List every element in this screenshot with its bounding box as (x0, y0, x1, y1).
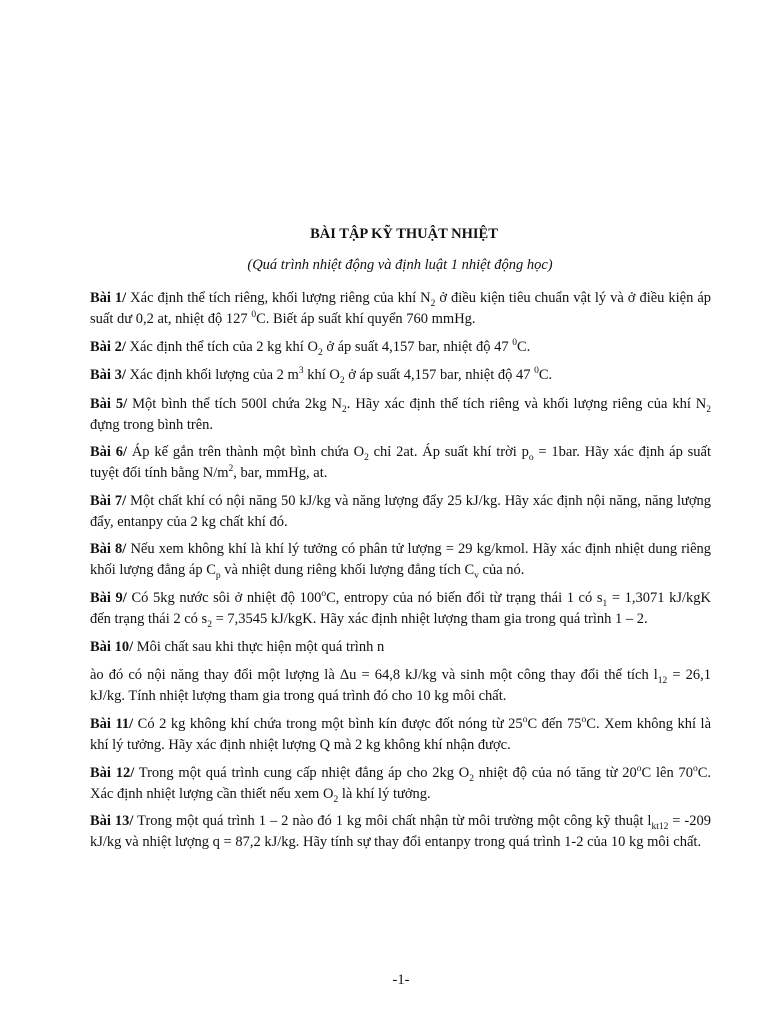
exercise-11: Bài 11/ Có 2 kg không khí chứa trong một bình kín được đốt nóng từ 25$^o$C đến 75$^o$C. Xem không khí là khí lý tưởng. Hãy xác định nhiệt lượng Q mà 2 kg không khí nhận được. (90, 715, 712, 753)
exercise-2: Bài 2/ Xác định thể tích của 2 kg khí $O_2$ ở áp suất 4,157 bar, nhiệt độ 47 $^0$C. (90, 338, 531, 358)
exercise-7: Bài 7/ Một chất khí có nội năng 50 kJ/kg và năng lượng đẩy 25 kJ/kg. Hãy xác định nội năng, năng lượng đẩy, entanpy của 2 kg chất khí đó. (90, 493, 712, 530)
exercise-12: Bài 12/ Trong một quá trình cung cấp nhiệt đẳng áp cho 2kg $O_2$ nhiệt độ của nó tăng từ 20$^o$C lên 70$^o$C. Xác định nhiệt lượng cần thiết nếu xem $O_2$ là khí lý tưởng. (90, 764, 712, 805)
exercise-10-continued: ào đó có nội năng thay đổi một lượng là Δu = 64,8 kJ/kg và sinh một công thay đổi thể tích $l_{12} = 26,1$ kJ/kg. Tính nhiệt lượng tham gia trong quá trình đó cho 10 kg môi chất. (90, 667, 711, 704)
exercise-label: Bài 7/ (90, 493, 127, 509)
exercise-label: Bài 11/ (90, 716, 134, 732)
exercise-8: Bài 8/ Nếu xem không khí là khí lý tưởng có phân tử lượng = 29 kg/kmol. Hãy xác định nhiệt dung riêng khối lượng đẳng áp $C_p$ và nhiệt dung riêng khối lượng đẳng tích $C_v$ của nó. (90, 541, 711, 581)
exercise-label: Bài 10/ (90, 639, 134, 655)
exercise-3: Bài 3/ Xác định khối lượng của 2 $m^3$ khí $O_2$ ở áp suất 4,157 bar, nhiệt độ 47 $^0$C. (90, 366, 553, 386)
document-title: BÀI TẬP KỸ THUẬT NHIỆT (310, 226, 498, 242)
exercise-13: Bài 13/ Trong một quá trình 1 – 2 nào đó 1 kg môi chất nhận từ môi trường một công kỹ thuật $l_{kt12} = -209$ kJ/kg và nhiệt lượng q = 87,2 kJ/kg. Hãy tính sự thay đổi entanpy trong quá trình 1-2 của 10 kg môi chất. (90, 813, 711, 850)
exercise-label: Bài 3/ (90, 367, 126, 383)
exercise-label: Bài 12/ (90, 765, 135, 781)
exercise-1: Bài 1/ Xác định thể tích riêng, khối lượng riêng của khí $N_2$ ở điều kiện tiêu chuẩn vật lý và ở điều kiện áp suất dư 0,2 at, nhiệt độ 127 $^0$C. Biết áp suất khí quyển 760 mmHg. (90, 290, 711, 327)
exercise-label: Bài 13/ (90, 813, 134, 829)
exercise-5: Bài 5/ Một bình thể tích 500l chứa 2kg $N_2$. Hãy xác định thể tích riêng và khối lượng riêng của khí $N_2$ đựng trong bình trên. (90, 396, 711, 433)
exercise-label: Bài 6/ (90, 444, 128, 460)
exercise-label: Bài 2/ (90, 339, 126, 355)
exercise-label: Bài 8/ (90, 541, 127, 557)
exercise-label: Bài 1/ (90, 290, 127, 306)
document-subtitle: (Quá trình nhiệt động và định luật 1 nhiệt động học) (247, 257, 553, 273)
exercise-10: Bài 10/ Môi chất sau khi thực hiện một quá trình n (90, 639, 385, 655)
page-number: -1- (392, 972, 410, 988)
exercise-label: Bài 5/ (90, 396, 128, 412)
exercise-9: Bài 9/ Có 5kg nước sôi ở nhiệt độ 100$^o$C, entropy của nó biến đổi từ trạng thái 1 có $s_1 = 1,3071$ kJ/kgK đến trạng thái 2 có $s_2 = 7,3545$ kJ/kgK. Hãy xác định nhiệt lượng tham gia trong quá trình 1 – 2. (90, 589, 711, 630)
exercise-6: Bài 6/ Áp kế gắn trên thành một bình chứa $O_2$ chỉ 2at. Áp suất khí trời $p_o = 1bar$. Hãy xác định áp suất tuyệt đối tính bằng $N/m^2$, bar, mmHg, at. (90, 444, 711, 481)
exercise-label: Bài 9/ (90, 590, 127, 606)
